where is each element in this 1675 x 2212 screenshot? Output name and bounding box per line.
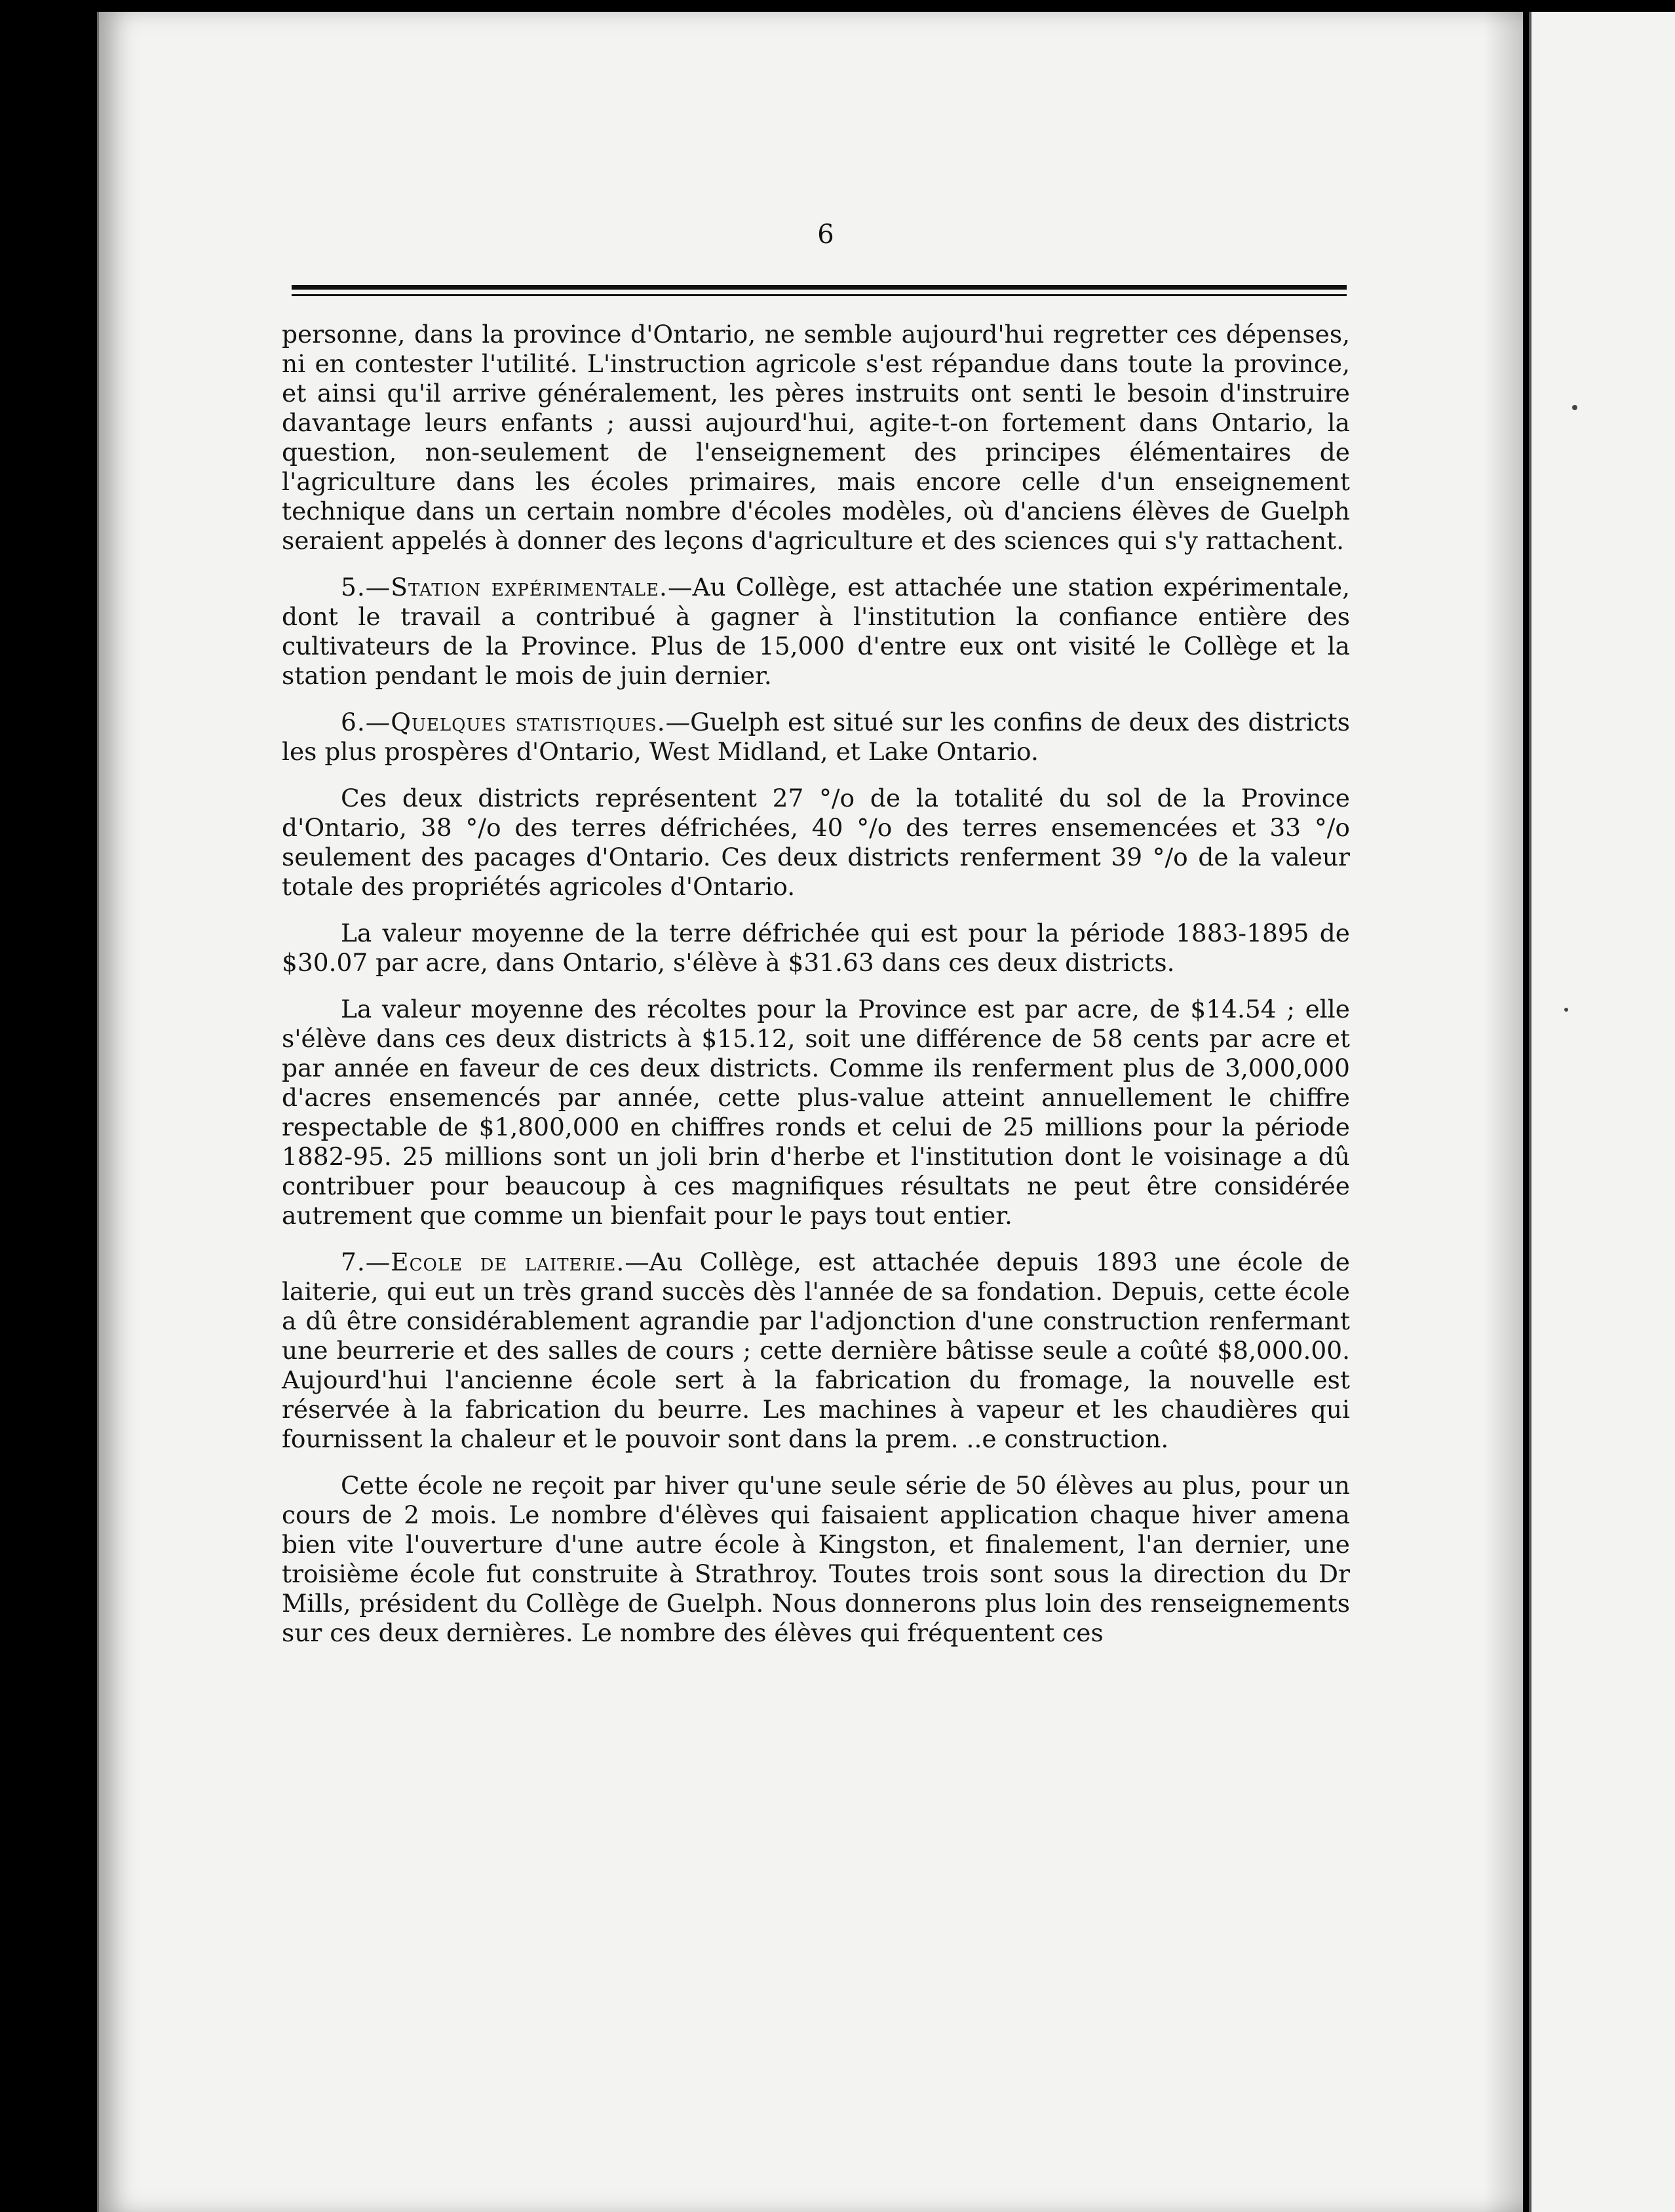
paragraph	[282, 573, 1350, 691]
section-heading: 7.—Ecole de laiterie.	[341, 1248, 625, 1276]
section-heading: 5.—Station expérimentale.	[341, 573, 668, 601]
paragraph	[282, 784, 1350, 902]
paragraph-text: personne, dans la province d'Ontario, ne semble aujourd'hui regretter ces dépenses, ni en contester l'utilité. L'instruction agricole s'est répandue dans toute la province, et ainsi qu'il arrive généralement, les pères instruits ont senti le besoin d'instruire davantage leurs enfants ; aussi aujourd'hui, agite-t-on fortement dans Ontario, la question, non-seulement de l'enseignement des principes élémentaires de l'agriculture dans les écoles primaires, mais encore celle d'un enseignement technique dans un certain nombre d'écoles modèles, où d'anciens élèves de Guelph seraient appelés à donner des leçons d'agriculture et des sciences qui s'y rattachent.	[282, 320, 1350, 555]
paragraph-text: Cette école ne reçoit par hiver qu'une seule série de 50 élèves au plus, pour un cours de 2 mois. Le nombre d'élèves qui faisaient application chaque hiver amena bien vite l'ouverture d'une autre école à Kingston, et finalement, l'an dernier, une troisième école fut construite à Strathroy. Toutes trois sont sous la direction du Dr Mills, président du Collège de Guelph. Nous donnerons plus loin des renseignements sur ces deux dernières. Le nombre des élèves qui fréquentent ces	[282, 1471, 1350, 1647]
body-text	[282, 320, 1350, 1665]
page-number: 6	[817, 219, 834, 250]
header-rule-thin	[292, 294, 1347, 296]
header-rule-thick	[292, 285, 1347, 290]
paragraph	[282, 1248, 1350, 1454]
paragraph	[282, 995, 1350, 1230]
paragraph	[282, 919, 1350, 978]
paragraph-text: Ces deux districts représentent 27 °/o de la totalité du sol de la Province d'Ontario, 38 °/o des terres défrichées, 40 °/o des terres ensemencées et 33 °/o seulement des pacages d'Ontario. Ces deux districts renferment 39 °/o de la valeur totale des propriétés agricoles d'Ontario.	[282, 784, 1350, 901]
section-heading: 6.—Quelques statistiques.	[341, 708, 666, 736]
paragraph	[282, 320, 1350, 556]
paragraph-text: —Au Collège, est attachée depuis 1893 une école de laiterie, qui eut un très grand succès dès l'année de sa fondation. Depuis, cette école a dû être considérablement agrandie par l'adjonction d'une construction renfermant une beurrerie et des salles de cours ; cette dernière bâtisse seule a coûté $8,000.00. Aujourd'hui l'ancienne école sert à la fabrication du fromage, la nouvelle est réservée à la fabrication du beurre. Les machines à vapeur et les chaudières qui fournissent la chaleur et le pouvoir sont dans la prem. ..e construction.	[282, 1248, 1350, 1453]
paragraph-text: —Guelph est situé sur les confins de deux des districts les plus prospères d'Ontario, West Midland, et Lake Ontario.	[282, 708, 1350, 766]
paragraph-text: La valeur moyenne des récoltes pour la Province est par acre, de $14.54 ; elle s'élève dans ces deux districts à $15.12, soit une différence de 58 cents par acre et par année en faveur de ces deux districts. Comme ils renferment plus de 3,000,000 d'acres ensemencés par année, cette plus-value atteint annuellement le chiffre respectable de $1,800,000 en chiffres ronds et celui de 25 millions pour la période 1882-95. 25 millions sont un joli brin d'herbe et l'institution dont le voisinage a dû contribuer pour beaucoup à ces magnifiques résultats ne peut être considérée autrement que comme un bienfait pour le pays tout entier.	[282, 995, 1350, 1230]
paragraph	[282, 1471, 1350, 1648]
facing-page-edge	[1529, 12, 1675, 2212]
paragraph-text: —Au Collège, est attachée une station expérimentale, dont le travail a contribué à gagner à l'institution la confiance entière des cultivateurs de la Province. Plus de 15,000 d'entre eux ont visité le Collège et la station pendant le mois de juin dernier.	[282, 573, 1350, 690]
paragraph	[282, 708, 1350, 767]
scan-speck	[1572, 405, 1577, 410]
paragraph-text: La valeur moyenne de la terre défrichée qui est pour la période 1883-1895 de $30.07 par acre, dans Ontario, s'élève à $31.63 dans ces deux districts.	[282, 919, 1350, 977]
scan-speck	[1564, 1008, 1568, 1012]
